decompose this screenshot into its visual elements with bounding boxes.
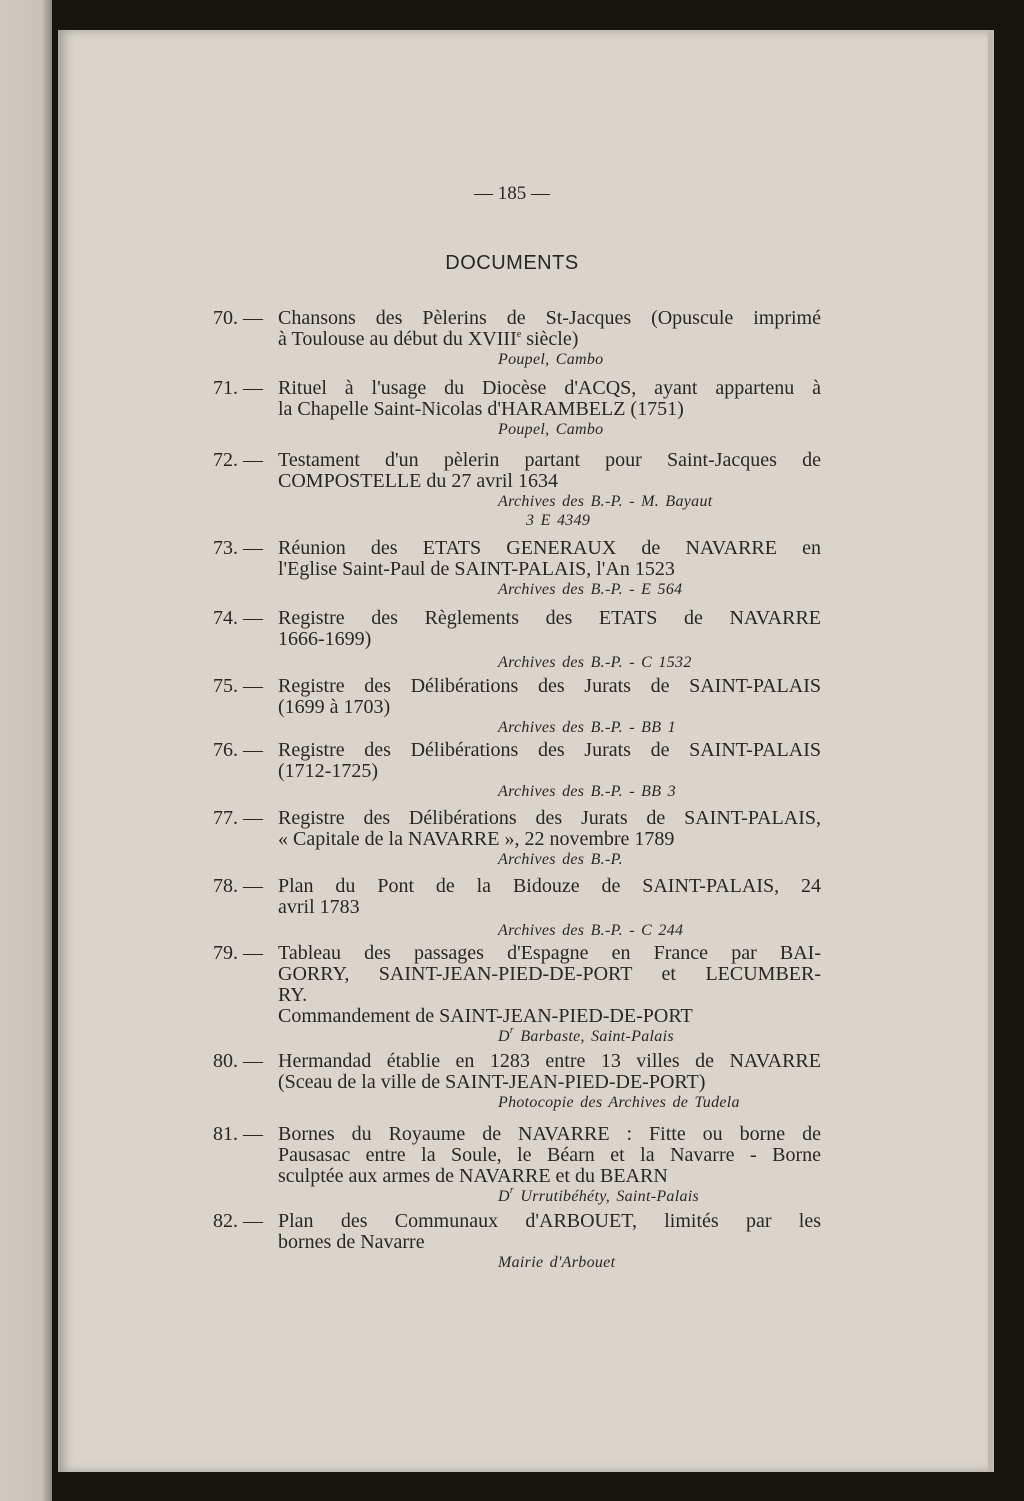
item-number: 76. — — [213, 739, 263, 761]
item-source: Poupel, Cambo — [498, 421, 604, 438]
description-line: Testament d'un pèlerin partant pour Saint-Jacques de — [278, 449, 821, 471]
item-source: 3 E 4349 — [526, 512, 591, 529]
description-line: Tableau des passages d'Espagne en France par BAI- — [278, 942, 821, 964]
item-source: Archives des B.-P. - BB 1 — [498, 719, 676, 736]
superscript: e — [516, 329, 522, 340]
list-item — [213, 943, 821, 1046]
item-description — [278, 378, 821, 439]
description-line: Plan des Communaux d'ARBOUET, limités par les — [278, 1210, 821, 1232]
description-line: (1712-1725) — [278, 760, 378, 782]
text-segment: D — [498, 1188, 510, 1205]
description-line: Hermandad établie en 1283 entre 13 villes de NAVARRE — [278, 1050, 821, 1072]
item-description — [278, 876, 821, 940]
description-line: Registre des Délibérations des Jurats de SAINT-PALAIS — [278, 739, 821, 761]
description-line: bornes de Navarre — [278, 1231, 425, 1253]
item-description — [278, 1124, 821, 1206]
item-source: Mairie d'Arbouet — [498, 1254, 616, 1271]
list-item — [213, 308, 821, 369]
description-line: Registre des Délibérations des Jurats de SAINT-PALAIS — [278, 675, 821, 697]
description-line: (Sceau de la ville de SAINT-JEAN-PIED-DE-PORT) — [278, 1071, 706, 1093]
item-number: 72. — — [213, 449, 263, 471]
item-source — [498, 1187, 821, 1206]
description-line: « Capitale de la NAVARRE », 22 novembre 1789 — [278, 828, 675, 850]
text-segment: siècle) — [521, 328, 579, 350]
description-line: GORRY, SAINT-JEAN-PIED-DE-PORT et LECUMBER- — [278, 963, 821, 985]
description-line: l'Eglise Saint-Paul de SAINT-PALAIS, l'An 1523 — [278, 558, 675, 580]
list-item — [213, 608, 821, 672]
page-title: DOCUMENTS — [445, 252, 579, 274]
text-segment: à Toulouse au début du XVIII — [278, 328, 517, 350]
superscript: r — [509, 1185, 515, 1196]
item-description — [278, 740, 821, 801]
description-line: Registre des Délibérations des Jurats de SAINT-PALAIS, — [278, 807, 821, 829]
item-source: Photocopie des Archives de Tudela — [498, 1094, 740, 1111]
item-description — [278, 608, 821, 672]
item-description — [278, 1211, 821, 1272]
list-item — [213, 676, 821, 737]
list-item — [213, 450, 821, 530]
item-number: 81. — — [213, 1123, 263, 1145]
item-source: Archives des B.-P. - BB 3 — [498, 783, 676, 800]
list-item — [213, 1211, 821, 1272]
text-segment: Barbaste, Saint-Palais — [514, 1028, 674, 1045]
item-number: 77. — — [213, 807, 263, 829]
list-item — [213, 1051, 821, 1112]
list-item — [213, 538, 821, 599]
item-number: 71. — — [213, 377, 263, 399]
item-description — [278, 450, 821, 530]
item-number: 82. — — [213, 1210, 263, 1232]
description-line: Chansons des Pèlerins de St-Jacques (Opuscule imprimé — [278, 307, 821, 329]
description-line: (1699 à 1703) — [278, 696, 391, 718]
description-line: Pausasac entre la Soule, le Béarn et la Navarre - Borne — [278, 1144, 821, 1166]
item-number: 70. — — [213, 307, 263, 329]
list-item — [213, 740, 821, 801]
item-number: 79. — — [213, 942, 263, 964]
item-description — [278, 308, 821, 369]
item-number: 80. — — [213, 1050, 263, 1072]
list-item — [213, 1124, 821, 1206]
text-segment: Urrutibéhéty, Saint-Palais — [514, 1188, 700, 1205]
list-item — [213, 876, 821, 940]
description-line: Rituel à l'usage du Diocèse d'ACQS, ayant appartenu à — [278, 377, 821, 399]
item-description — [278, 1051, 821, 1112]
description-line: Plan du Pont de la Bidouze de SAINT-PALAIS, 24 — [278, 875, 821, 897]
item-source: Archives des B.-P. - M. Bayaut — [498, 493, 713, 510]
item-description — [278, 943, 821, 1046]
facing-page-edge — [0, 0, 52, 1501]
description-line: Registre des Règlements des ETATS de NAVARRE — [278, 607, 821, 629]
description-line: 1666-1699) — [278, 628, 372, 650]
item-source: Poupel, Cambo — [498, 351, 604, 368]
item-description — [278, 538, 821, 599]
description-line: la Chapelle Saint-Nicolas d'HARAMBELZ (1751) — [278, 398, 684, 420]
item-source: Archives des B.-P. — [498, 851, 623, 868]
item-number: 75. — — [213, 675, 263, 697]
item-source: Archives des B.-P. - C 1532 — [498, 654, 692, 671]
description-line: Bornes du Royaume de NAVARRE : Fitte ou borne de — [278, 1123, 821, 1145]
item-number: 78. — — [213, 875, 263, 897]
description-line: RY. — [278, 984, 308, 1006]
page-number: — 185 — — [474, 183, 550, 204]
description-line: Commandement de SAINT-JEAN-PIED-DE-PORT — [278, 1005, 693, 1027]
description-line: avril 1783 — [278, 896, 360, 918]
list-item — [213, 808, 821, 869]
description-line — [278, 329, 821, 350]
item-number: 73. — — [213, 537, 263, 559]
superscript: r — [509, 1025, 515, 1036]
item-source: Archives des B.-P. - E 564 — [498, 581, 683, 598]
item-number: 74. — — [213, 607, 263, 629]
list-item — [213, 378, 821, 439]
item-description — [278, 808, 821, 869]
description-line: Réunion des ETATS GENERAUX de NAVARRE en — [278, 537, 821, 559]
description-line: COMPOSTELLE du 27 avril 1634 — [278, 470, 558, 492]
description-line: sculptée aux armes de NAVARRE et du BEARN — [278, 1165, 668, 1187]
item-source — [498, 1027, 821, 1046]
page-edge — [988, 30, 994, 1472]
text-segment: D — [498, 1028, 510, 1045]
item-description — [278, 676, 821, 737]
item-source: Archives des B.-P. - C 244 — [498, 922, 684, 939]
